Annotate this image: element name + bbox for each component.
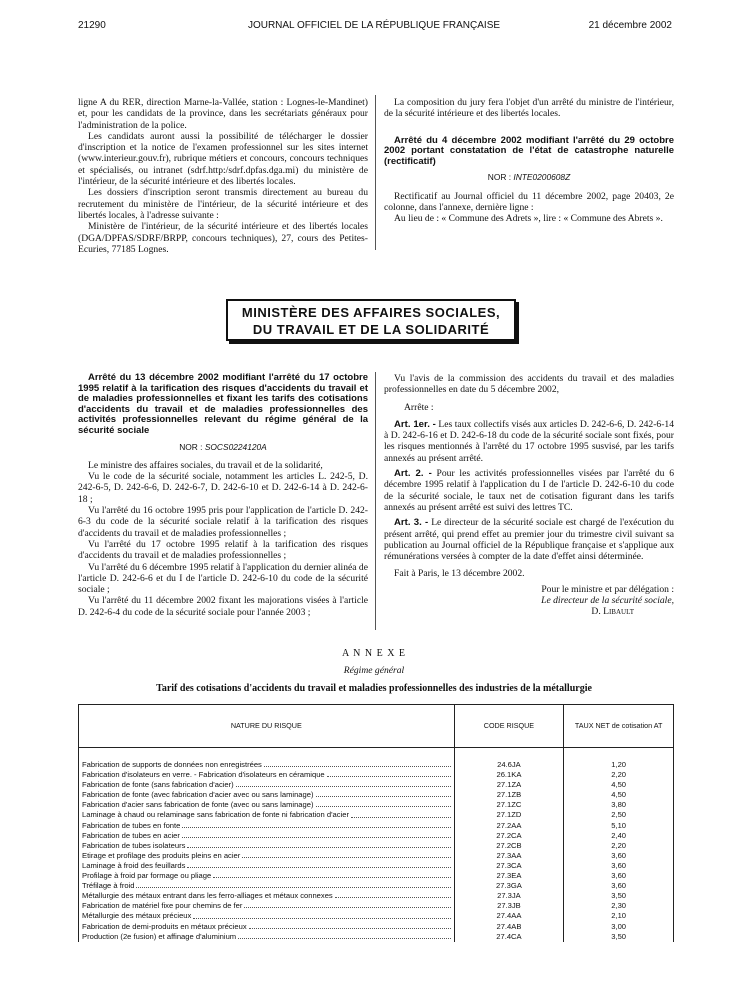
risk-nature: Fabrication de tubes en fonte [79, 821, 455, 831]
signature-name: D. Libault [591, 606, 634, 618]
risk-nature: Métallurgie des métaux entrant dans les ferro-alliages et métaux connexes [79, 891, 455, 901]
paragraph: Vu l'arrêté du 11 décembre 2002 fixant les majorations visées à l'article D. 242-6-4 du code de la sécurité sociale pour l'année 2003 ; [78, 595, 368, 618]
left-article-column [78, 373, 368, 618]
risk-nature: Fabrication de tubes en acier [79, 831, 455, 841]
nor-reference: NOR : SOCS0224120A [179, 441, 267, 452]
risk-code: 27.2AA [454, 821, 564, 831]
table-row [79, 821, 674, 831]
paragraph: La composition du jury fera l'objet d'un arrêté du ministre de l'intérieur, de la sécurité intérieure et des libertés locales. [384, 97, 674, 120]
article-title: Arrêté du 4 décembre 2002 modifiant l'arrêté du 29 octobre 2002 portant constatation de l'état de catastrophe naturelle (rectificatif) [384, 134, 674, 167]
table-row [79, 760, 674, 770]
paragraph: Vu l'arrêté du 6 décembre 1995 relatif à l'application du dernier alinéa de l'article D. 242-6-6 et du I de l'article D. 242-6-10 du code de la sécurité sociale ; [78, 561, 368, 596]
rate-value: 1,20 [564, 760, 674, 770]
table-row [79, 770, 674, 780]
rate-value: 4,50 [564, 790, 674, 800]
risk-nature: Fabrication de fonte (sans fabrication d'acier) [79, 780, 455, 790]
rate-value: 3,80 [564, 800, 674, 810]
rate-value: 3,50 [564, 891, 674, 901]
paragraph: Les dossiers d'inscription seront transmis directement au bureau du recrutement du ministère de l'intérieur, de la sécurité intérieure et des libertés locales, à l'adresse suivante : [78, 187, 368, 221]
annexe-title: A N N E X E [341, 648, 407, 659]
signature-place-date: Fait à Paris, le 13 décembre 2002. [394, 568, 525, 580]
table-row [79, 901, 674, 911]
table-row [79, 871, 674, 881]
risk-code: 27.3AA [454, 851, 564, 861]
risk-nature: Fabrication d'acier sans fabrication de fonte (avec ou sans laminage) [79, 800, 455, 810]
risk-code: 27.4AB [454, 922, 564, 932]
risk-code: 27.1ZB [454, 790, 564, 800]
table-row [79, 911, 674, 921]
table-row [79, 891, 674, 901]
risk-code: 27.3CA [454, 861, 564, 871]
header-code: CODE RISQUE [454, 705, 564, 748]
risk-nature: Laminage à froid des feuillards [79, 861, 455, 871]
rate-value: 3,50 [564, 932, 674, 942]
paragraph: Le ministre des affaires sociales, du travail et de la solidarité, [88, 459, 323, 471]
risk-code: 27.3JB [454, 901, 564, 911]
table-row [79, 831, 674, 841]
table-row [79, 851, 674, 861]
rate-value: 4,50 [564, 780, 674, 790]
table-row [79, 922, 674, 932]
risk-nature: Fabrication de demi-produits en métaux précieux [79, 922, 455, 932]
table-row [79, 861, 674, 871]
header-taux: TAUX NET de cotisation AT [564, 705, 674, 748]
table-row [79, 932, 674, 942]
table-header-row [79, 705, 674, 748]
rate-value: 2,10 [564, 911, 674, 921]
table-row [79, 780, 674, 790]
risk-code: 26.1KA [454, 770, 564, 780]
paragraph: Au lieu de : « Commune des Adrets », lire : « Commune des Abrets ». [394, 213, 663, 225]
arrete-heading: Arrête : [404, 401, 434, 413]
paragraph: Les candidats auront aussi la possibilité de télécharger le dossier d'inscription et la notice de l'examen professionnel sur les sites internet (www.interieur.gouv.fr), rubrique métiers et concours, concours techniques et spécialisés, ou intranet (sdrf.http:/sdrf.dpfas.dga.mi) du ministère de l'intérieur, de la sécurité intérieure et des libertés locales. [78, 130, 368, 188]
page-number: 21290 [78, 20, 106, 31]
table-row [79, 881, 674, 891]
rate-value: 3,60 [564, 881, 674, 891]
right-article-column [384, 373, 674, 618]
table-row [79, 800, 674, 810]
risk-nature: Fabrication de tubes isolateurs [79, 841, 455, 851]
article-3: Art. 3. - Le directeur de la sécurité sociale est chargé de l'exécution du présent arrêté, qui prend effet au premier jour du trimestre civil suivant sa publication au Journal officiel de la République française et s'applique aux rémunérations versées à compter de la date d'effet ainsi déterminée. [384, 517, 674, 563]
journal-title: JOURNAL OFFICIEL DE LA RÉPUBLIQUE FRANÇAISE [247, 20, 501, 31]
issue-date: 21 décembre 2002 [588, 20, 672, 31]
rate-value: 3,00 [564, 922, 674, 932]
paragraph: Ministère de l'intérieur, de la sécurité intérieure et des libertés locales (DGA/DPFAS/SDRF/BRPP, concours techniques), 27, cours des Petites-Ecuries, 77185 Lognes. [78, 221, 368, 255]
risk-code: 27.1ZA [454, 780, 564, 790]
risk-code: 27.2CB [454, 841, 564, 851]
risk-nature: Etirage et profilage des produits pleins en acier [79, 851, 455, 861]
header-nature: NATURE DU RISQUE [79, 705, 455, 748]
risk-code: 27.3GA [454, 881, 564, 891]
article-2: Art. 2. - Pour les activités professionnelles visées par l'arrêté du 6 décembre 1995 relatif à l'application du I de l'article D. 242-6-10 du code de la sécurité sociale, le taux net de cotisation figurant dans les tarifs annexés au présent arrêté est suivi des lettres TC. [384, 468, 674, 513]
rate-value: 2,20 [564, 770, 674, 780]
annexe-subtitle: Régime général [343, 665, 405, 676]
rate-value: 2,50 [564, 810, 674, 820]
rate-value: 5,10 [564, 821, 674, 831]
risk-code: 27.1ZD [454, 810, 564, 820]
rate-value: 2,40 [564, 831, 674, 841]
risk-code: 27.4AA [454, 911, 564, 921]
paragraph: Rectificatif au Journal officiel du 11 décembre 2002, page 20403, 2e colonne, dans l'annexe, dernière ligne : [384, 190, 674, 213]
tariff-table [78, 704, 674, 942]
table-row [79, 841, 674, 851]
nor-reference: NOR : INTE0200608Z [487, 172, 571, 183]
rate-value: 3,60 [564, 871, 674, 881]
risk-code: 27.1ZC [454, 800, 564, 810]
column-divider [375, 372, 376, 630]
risk-nature: Fabrication d'isolateurs en verre. - Fabrication d'isolateurs en céramique [79, 770, 455, 780]
paragraph: Vu l'arrêté du 16 octobre 1995 pris pour l'application de l'article D. 242-6-3 du code de la sécurité sociale relatif à la tarification des risques d'accidents du travail et de maladies professionnelles ; [78, 505, 368, 539]
risk-code: 27.2CA [454, 831, 564, 841]
risk-nature: Fabrication de matériel fixe pour chemins de fer [79, 901, 455, 911]
risk-nature: Profilage à froid par formage ou pliage [79, 871, 455, 881]
risk-code: 27.4CA [454, 932, 564, 942]
rate-value: 2,20 [564, 841, 674, 851]
table-title: Tarif des cotisations d'accidents du travail et maladies professionnelles des industries de la métallurgie [156, 683, 592, 694]
signature-delegation: Pour le ministre et par délégation : [541, 583, 674, 595]
risk-code: 27.3EA [454, 871, 564, 881]
risk-nature: Fabrication de supports de données non enregistrées [79, 760, 455, 770]
top-right-column [384, 97, 674, 225]
risk-nature: Laminage à chaud ou relaminage sans fabrication de fonte ni fabrication d'acier [79, 810, 455, 820]
risk-nature: Tréfilage à froid [79, 881, 455, 891]
paragraph: Vu l'arrêté du 17 octobre 1995 relatif à la tarification des risques d'accidents du travail et de maladies professionnelles ; [78, 538, 368, 562]
risk-nature: Production (2e fusion) et affinage d'aluminium [79, 932, 455, 942]
table-row [79, 810, 674, 820]
risk-nature: Métallurgie des métaux précieux [79, 911, 455, 921]
risk-nature: Fabrication de fonte (avec fabrication d'acier avec ou sans laminage) [79, 790, 455, 800]
rate-value: 2,30 [564, 901, 674, 911]
article-title: Arrêté du 13 décembre 2002 modifiant l'arrêté du 17 octobre 1995 relatif à la tarification des risques d'accidents du travail et de maladies professionnelles et fixant les tarifs des cotisations d'accidents du travail et de maladies professionnelles des activités professionnelles relevant du régime général de la sécurité sociale [78, 372, 368, 436]
ministry-heading-box [226, 299, 516, 341]
ministry-line1: MINISTÈRE DES AFFAIRES SOCIALES, [241, 305, 501, 320]
risk-code: 27.3JA [454, 891, 564, 901]
signature-role: Le directeur de la sécurité sociale, [541, 595, 674, 607]
article-1: Art. 1er. - Les taux collectifs visés aux articles D. 242-6-6, D. 242-6-14 à D. 242-6-16 et D. 242-6-18 du code de la sécurité sociale sont fixés, pour les risques mentionnés à l'arrêté du 17 octobre 1995 susvisé, par les tarifs annexés au présent arrêté. [384, 418, 675, 464]
column-divider [375, 95, 376, 250]
paragraph: ligne A du RER, direction Marne-la-Vallée, station : Lognes-le-Mandinet) et, pour les candidats de la province, dans les secrétariats généraux pour l'administration de la police. [78, 97, 368, 131]
rate-value: 3,60 [564, 861, 674, 871]
risk-code: 24.6JA [454, 760, 564, 770]
ministry-line2: DU TRAVAIL ET DE LA SOLIDARITÉ [252, 322, 490, 337]
top-left-column [78, 97, 368, 255]
paragraph: Vu l'avis de la commission des accidents du travail et des maladies professionnelles en date du 5 décembre 2002, [384, 373, 674, 396]
paragraph: Vu le code de la sécurité sociale, notamment les articles L. 242-5, D. 242-6-5, D. 242-6-6, D. 242-6-7, D. 242-6-10 et D. 242-6-14 à D. 242-6-18 ; [78, 471, 368, 505]
rate-value: 3,60 [564, 851, 674, 861]
table-row [79, 790, 674, 800]
